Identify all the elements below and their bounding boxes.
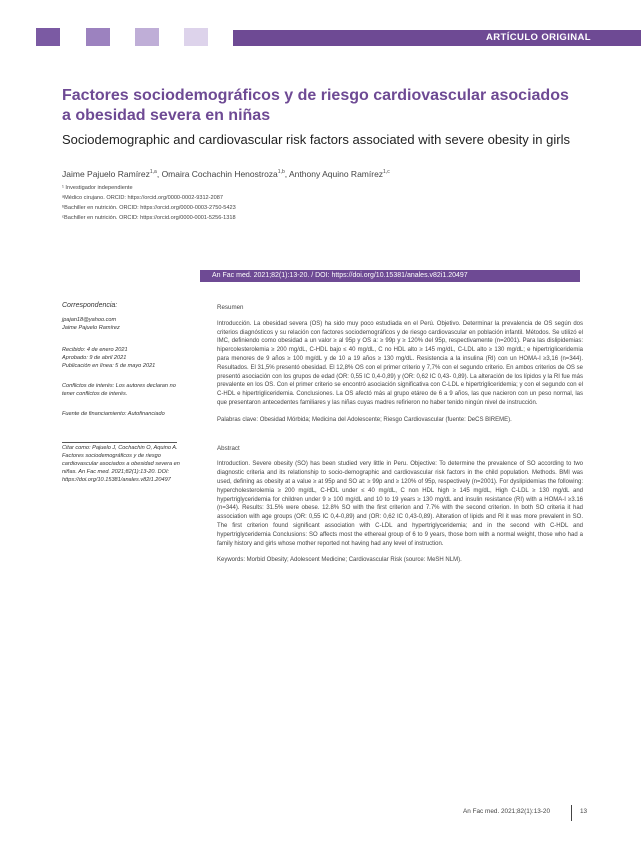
sidebar xyxy=(62,302,180,484)
authors-line: Jaime Pajuelo Ramírez$^{1,a}$, Omaira Cochachin Henostroza$^{1,b}$, Anthony Aquino Ramírez$^{1,c}$ xyxy=(62,169,390,179)
abstract-heading: Abstract xyxy=(217,444,240,452)
footer-citation: An Fac med. 2021;82(1):13-20 xyxy=(463,808,551,815)
palabras-clave: Palabras clave: Obesidad Mórbida; Medicina del Adolescente; Riesgo Cardiovascular (fuente: DeCS BIREME). xyxy=(217,416,512,423)
abstract-text: Introduction. Severe obesity (SO) has been studied very little in Peru. Objective: To determine the prevalence of SO according to two diagnostic criteria and its relationship to socio-demographic and cardiovascular risk factors in the child population. Methods. BMI was used, defining as obesity at a value ≥ at 95p and SO at: ≥ 99p and ≥ 120% of 95p, respectively (n=2001). For dyslipidemias the following: hypercholesterolemia ≥ 200 mg/dL, C-HDL under ≤ 40 mg/dL, C non HDL high ≥ 145 mg/dL, High C-LDL ≥ 130 mg/dL and hypertriglyceridemia for children under 9 ≥ 100 mg/dL and 10 to 19 years ≥ 130 mg/dL and insulin resistance (RI) with a HOMA-I ≥3.16 (n=344). Results: 31.5% were obese. 12.8% SO with the first criterion and 7.7% with the second criterion. In both SO criteria it had association with age groups (OR: 0,55 IC 0,4-0,89) and (OR: 0,62 IC 0,43-0,89). Alteration of lipids and RI it was more prevalent in SO. The first criterion found significant association with C-LDL and hypertriglyceridemia; and in the second with C-HDL and hypertriglyceridemia Conclusions: SO affects most the ethereal group of 6 to 9 years, those born with a normal weight, those who had a family history and girls whose mother reported not having had any level of instruction. xyxy=(217,461,583,547)
correspondence-name: Jaime Pajuelo Ramírez xyxy=(62,325,120,331)
header-square-1 xyxy=(36,28,60,46)
author-2: Omaira Cochachin Henostroza xyxy=(161,169,278,179)
title-english: Sociodemographic and cardiovascular risk factors associated with severe obesity in girls xyxy=(62,132,570,147)
header-square-4 xyxy=(184,28,208,46)
funding-source: Fuente de financiamiento: Autofinanciado xyxy=(62,411,165,417)
title-spanish: Factores sociodemográficos y de riesgo cardiovascular asociados a obesidad severa en niñas xyxy=(62,87,569,124)
affiliation-1: ¹ Investigador independiente xyxy=(62,185,133,191)
author-1: Jaime Pajuelo Ramírez xyxy=(62,169,150,179)
affiliation-c[interactable]: ᶜBachiller en nutrición. ORCID: https://orcid.org/0000-0001-5256-1318 xyxy=(62,215,236,221)
published-date: Publicación en línea: 5 de mayo 2021 xyxy=(62,363,156,369)
conflicts-of-interest: Conflictos de interés: Los autores declaran no tener conflictos de interés. xyxy=(62,383,176,397)
sidebar-divider xyxy=(62,442,177,443)
affiliations xyxy=(62,183,236,223)
affiliation-b[interactable]: ᵇBachiller en nutrición. ORCID: https://orcid.org/0000-0003-2750-5423 xyxy=(62,205,236,211)
keywords: Keywords: Morbid Obesity; Adolescent Medicine; Cardiovascular Risk (source: MeSH NLM). xyxy=(217,557,462,564)
resumen-text: Introducción. La obesidad severa (OS) ha sido muy poco estudiada en el Perú. Objetivo. Determinar la prevalencia de OS según dos criterios diagnósticos y su relación con factores sociodemográficos y de riesgo cardiovascular en población infantil. Métodos. Se utilizó el IMC, definiendo como obesidad a un valor ≥ al 95p y OS a: ≥ 99p y ≥ 120% del 95p, respectivamente (n=2001). Para las dislipidemias: hipercolesterolemia ≥ 200 mg/dL, C-HDL bajo ≤ 40 mg/dL, C no HDL alto ≥ 145 mg/dL, C-LDL alto ≥ 130 mg/dL; e hipertrigliceridemia para menores de 9 años ≥ 100 mg/dL y de 10 a 19 años ≥ 130 mg/dL. Resistencia a la insulina (RI) con un HOMA-I ≥3,16 (n=344). Resultados. El 31,5% presentó obesidad. El 12,8% OS con el primer criterio y 7,7% con el segundo criterio. En ambos criterios de OS se presentó asociación con los grupos de edad (OR: 0,55 IC 0,4-0,89) y (OR: 0,62 IC 0,43- 0,89). La alteración de los lípidos y la RI fue más prevalente en los OS. Con el primer criterio se encontró asociación significativa con C-LDL e hipertrigliceridemia; y con el segundo con el C-HDL e hipertrigliceridemia. Conclusiones. La OS afectó más al grupo etáreo de 6 a 9 años, las que nacieron con un peso normal, las que presentaron antecedentes familiares y las niñas cuyas madres refirieron no haber tenido ningún nivel de instrucción. xyxy=(217,320,583,406)
author-3: Anthony Aquino Ramírez xyxy=(289,169,384,179)
page-number: 13 xyxy=(580,808,588,815)
received-date: Recibido: 4 de enero 2021 xyxy=(62,347,128,353)
abstract-column xyxy=(217,304,583,565)
resumen-heading: Resumen xyxy=(217,304,244,311)
header-square-3 xyxy=(135,28,159,46)
cite-as: Citar como: Pajuelo J, Cochachin O, Aquino A. Factores sociodemográficos y de riesgo cardiovascular asociados a obesidad severa en niñas. An Fac med. 2021;82(1):13-20. DOI: https://doi.org/10.15381/anales.v82i1.20497 xyxy=(62,445,180,483)
doi-bar[interactable]: An Fac med. 2021;82(1):13-20. / DOI: https://doi.org/10.15381/anales.v82i1.20497 xyxy=(200,270,580,282)
footer-separator xyxy=(571,805,572,821)
header-square-2 xyxy=(86,28,110,46)
correspondence-email[interactable]: jpajan18@yahoo.com xyxy=(62,317,117,323)
correspondence-label: Correspondencia: xyxy=(62,302,118,309)
approved-date: Aprobado: 9 de abril 2021 xyxy=(62,355,127,361)
affiliation-a[interactable]: ᵃMédico cirujano. ORCID: https://orcid.org/0000-0002-9312-2087 xyxy=(62,195,223,201)
section-banner: ARTÍCULO ORIGINAL xyxy=(233,30,641,46)
